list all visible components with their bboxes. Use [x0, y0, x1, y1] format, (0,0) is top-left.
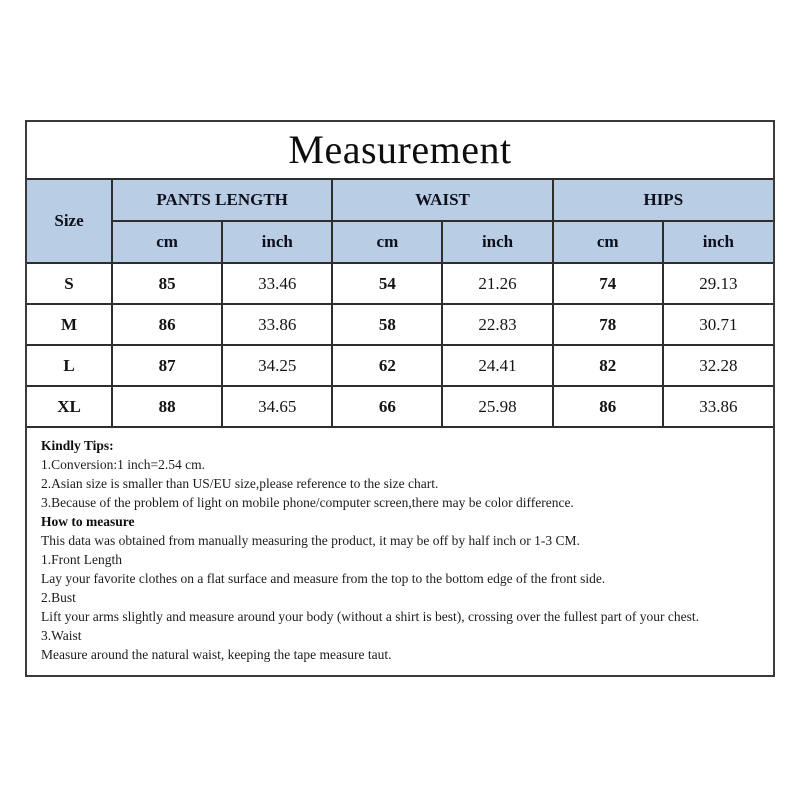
hips-inch-cell: 30.71	[663, 304, 773, 345]
hips-inch-cell: 29.13	[663, 263, 773, 304]
tip-asian-size: 2.Asian size is smaller than US/EU size,please reference to the size chart.	[41, 476, 439, 491]
waist-cm-cell: 66	[332, 386, 442, 427]
kindly-tips-heading: Kindly Tips:	[41, 438, 114, 453]
step-front-length-text: Lay your favorite clothes on a flat surface and measure from the top to the bottom edge of the front side.	[41, 571, 606, 586]
pants-cm-cell: 87	[112, 345, 222, 386]
table-row-xl	[27, 386, 773, 427]
pants-cm-header: cm	[112, 221, 222, 263]
waist-inch-header: inch	[442, 221, 552, 263]
pants-cm-cell: 86	[112, 304, 222, 345]
size-cell: XL	[27, 386, 112, 427]
size-table	[27, 178, 773, 428]
how-to-measure-heading: How to measure	[41, 514, 135, 529]
pants-cm-cell: 88	[112, 386, 222, 427]
pants-inch-cell: 33.86	[222, 304, 332, 345]
table-row-m	[27, 304, 773, 345]
table-row-l	[27, 345, 773, 386]
waist-cm-cell: 58	[332, 304, 442, 345]
waist-inch-cell: 21.26	[442, 263, 552, 304]
hips-inch-cell: 33.86	[663, 386, 773, 427]
title-row	[27, 122, 773, 178]
page-title: Measurement	[288, 127, 512, 172]
waist-header: WAIST	[332, 179, 552, 221]
how-to-measure-intro: This data was obtained from manually measuring the product, it may be off by half inch or 1-3 CM.	[41, 533, 580, 548]
measurement-card	[25, 120, 775, 677]
waist-cm-cell: 54	[332, 263, 442, 304]
hips-header: HIPS	[553, 179, 773, 221]
pants-length-header: PANTS LENGTH	[112, 179, 332, 221]
hips-inch-header: inch	[663, 221, 773, 263]
hips-cm-cell: 86	[553, 386, 663, 427]
step-bust-label: 2.Bust	[41, 590, 76, 605]
pants-inch-header: inch	[222, 221, 332, 263]
table-row-s	[27, 263, 773, 304]
waist-cm-cell: 62	[332, 345, 442, 386]
waist-inch-cell: 22.83	[442, 304, 552, 345]
tip-color-difference: 3.Because of the problem of light on mobile phone/computer screen,there may be color difference.	[41, 495, 574, 510]
size-column-header: Size	[27, 179, 112, 263]
waist-cm-header: cm	[332, 221, 442, 263]
step-waist-text: Measure around the natural waist, keeping the tape measure taut.	[41, 647, 392, 662]
step-waist-label: 3.Waist	[41, 628, 82, 643]
hips-cm-cell: 74	[553, 263, 663, 304]
waist-inch-cell: 24.41	[442, 345, 552, 386]
table-unit-header-row	[27, 221, 773, 263]
hips-cm-cell: 82	[553, 345, 663, 386]
pants-inch-cell: 34.25	[222, 345, 332, 386]
table-group-header-row	[27, 179, 773, 221]
waist-inch-cell: 25.98	[442, 386, 552, 427]
size-cell: L	[27, 345, 112, 386]
pants-cm-cell: 85	[112, 263, 222, 304]
tip-conversion: 1.Conversion:1 inch=2.54 cm.	[41, 457, 205, 472]
hips-cm-header: cm	[553, 221, 663, 263]
step-front-length-label: 1.Front Length	[41, 552, 122, 567]
hips-inch-cell: 32.28	[663, 345, 773, 386]
size-cell: M	[27, 304, 112, 345]
tips-section	[27, 428, 773, 664]
pants-inch-cell: 33.46	[222, 263, 332, 304]
pants-inch-cell: 34.65	[222, 386, 332, 427]
hips-cm-cell: 78	[553, 304, 663, 345]
size-cell: S	[27, 263, 112, 304]
step-bust-text: Lift your arms slightly and measure around your body (without a shirt is best), crossing over the fullest part of your chest.	[41, 609, 699, 624]
